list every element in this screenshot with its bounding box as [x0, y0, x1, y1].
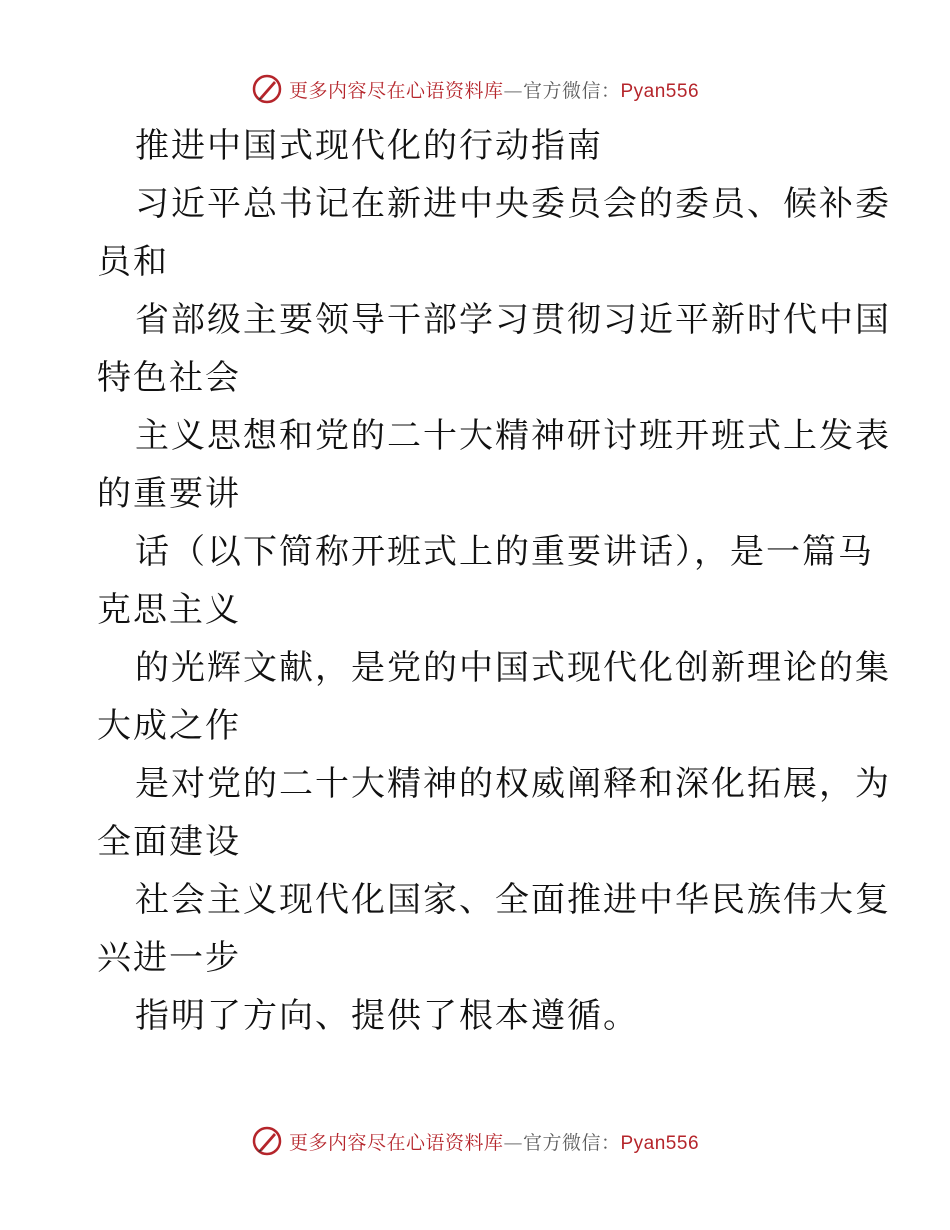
- watermark-wechat-id: Pyan556: [620, 1132, 700, 1154]
- document-title: 推进中国式现代化的行动指南: [135, 126, 603, 166]
- quill-logo-icon: [251, 1125, 283, 1157]
- paragraph-line: 话（以下简称开班式上的重要讲话），是一篇马: [135, 532, 874, 572]
- watermark-brand: 更多内容尽在心语资料库: [288, 1131, 504, 1154]
- paragraph-line: 省部级主要领导干部学习贯彻习近平新时代中国: [135, 300, 891, 340]
- paragraph-line: 指明了方向、提供了根本遵循。: [135, 996, 639, 1036]
- footer-watermark: [0, 1124, 950, 1158]
- watermark-wechat-label: 官方微信：: [522, 1131, 621, 1154]
- header-watermark: [0, 72, 950, 106]
- paragraph-line: 社会主义现代化国家、全面推进中华民族伟大复: [135, 880, 891, 920]
- document-body: [97, 117, 891, 1045]
- watermark-dash: —: [503, 1131, 523, 1154]
- paragraph-line: 习近平总书记在新进中央委员会的委员、候补委: [135, 184, 891, 224]
- paragraph-line: 的光辉文献，是党的中国式现代化创新理论的集: [135, 648, 891, 688]
- watermark-dash: —: [503, 79, 523, 102]
- paragraph-line: 大成之作: [97, 706, 241, 746]
- paragraph-line: 克思主义: [97, 590, 241, 630]
- quill-logo-icon: [251, 73, 283, 105]
- watermark-brand: 更多内容尽在心语资料库: [288, 79, 504, 102]
- paragraph-line: 员和: [97, 242, 169, 282]
- paragraph-line: 是对党的二十大精神的权威阐释和深化拓展，为: [135, 764, 891, 804]
- watermark-wechat-label: 官方微信：: [522, 79, 621, 102]
- paragraph-line: 全面建设: [97, 822, 241, 862]
- paragraph-line: 兴进一步: [97, 938, 241, 978]
- watermark-text: [289, 1128, 699, 1155]
- paragraph-line: 特色社会: [97, 358, 241, 398]
- watermark-text: [289, 76, 699, 103]
- watermark-wechat-id: Pyan556: [620, 80, 700, 102]
- paragraph-line: 的重要讲: [97, 474, 241, 514]
- paragraph-line: 主义思想和党的二十大精神研讨班开班式上发表: [135, 416, 891, 456]
